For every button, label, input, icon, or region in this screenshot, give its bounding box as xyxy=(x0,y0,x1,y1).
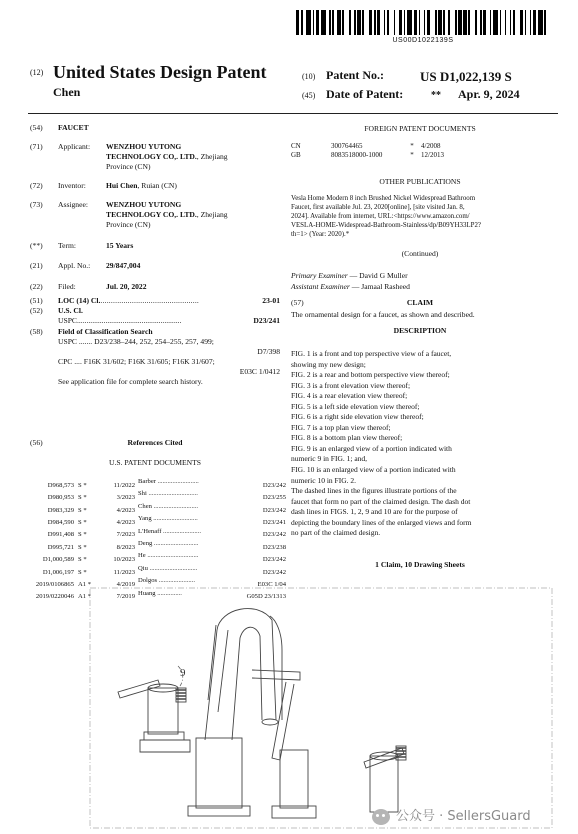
reference-cls: D23/242 xyxy=(262,481,286,489)
reference-cls: G05D 23/1313 xyxy=(246,593,286,601)
claims-sheets: 1 Claim, 10 Drawing Sheets xyxy=(375,560,465,569)
reference-name: Deng ........................... xyxy=(138,540,199,548)
inventor-field: (72) Inventor: Hui Chen, Ruian (CN) xyxy=(30,181,177,191)
reference-no: D980,953 xyxy=(47,494,74,502)
foreign-date: 4/2008 xyxy=(421,142,441,150)
reference-date: 8/2023 xyxy=(116,543,135,551)
faucet-spout xyxy=(188,609,316,818)
description-line: FIG. 5 is a left side elevation view thereof; xyxy=(291,401,420,411)
foreign-docs-list xyxy=(291,142,491,160)
drawing-boundary xyxy=(90,588,552,828)
pub-code: (12) xyxy=(30,68,44,77)
reference-flag: A1 * xyxy=(78,580,92,588)
description-line: numeric 9 in FIG. 1; and, xyxy=(291,454,368,464)
refs-code: (56) xyxy=(30,438,43,447)
description-line: depicting the boundary lines of the enlarged views and form xyxy=(291,517,472,527)
description-text xyxy=(291,349,556,539)
assignee-value: WENZHOU YUTONG TECHNOLOGY CO,. LTD., Zhejiang Province (CN) xyxy=(106,200,228,230)
title-field: (54) FAUCET xyxy=(30,123,89,132)
left-column xyxy=(30,123,280,387)
reference-name: L'Henaff ....................... xyxy=(138,527,201,535)
reference-date: 7/2019 xyxy=(116,593,135,601)
date-code: (45) xyxy=(302,91,316,100)
reference-flag: S * xyxy=(78,506,87,514)
claim-text: The ornamental design for a faucet, as shown and described. xyxy=(291,310,475,319)
reference-name: Dolgos ...................... xyxy=(138,577,195,585)
reference-no: D1,000,589 xyxy=(42,556,74,564)
reference-cls: D23/242 xyxy=(262,531,286,539)
reference-name: Huang ............... xyxy=(138,589,182,597)
description-title: DESCRIPTION xyxy=(393,326,447,335)
reference-flag: S * xyxy=(78,518,87,526)
reference-flag: A1 * xyxy=(78,593,92,601)
description-line: dash lines in FIGS. 1, 2, 9 and 10 are for the purpose of xyxy=(291,507,458,517)
reference-no: D983,329 xyxy=(47,506,74,514)
description-line: no part of the claimed design. xyxy=(291,528,381,538)
reference-no: D984,590 xyxy=(47,518,74,526)
reference-row xyxy=(8,490,288,502)
barcode xyxy=(296,10,550,35)
reference-date: 4/2019 xyxy=(116,580,135,588)
foreign-no: 8083518000-1000 xyxy=(331,151,383,160)
reference-date: 11/2023 xyxy=(113,568,135,576)
applicant-field: (71) Applicant: WENZHOU YUTONG TECHNOLOGY CO,. LTD., Zhejiang Province (CN) xyxy=(30,142,228,172)
reference-row xyxy=(8,565,288,577)
refs-title: References Cited xyxy=(127,438,183,447)
description-line: FIG. 10 is an enlarged view of a portion indicated with xyxy=(291,465,456,475)
description-line: The dashed lines in the figures illustrate portions of the xyxy=(291,486,457,496)
reference-flag: S * xyxy=(78,494,87,502)
foreign-flag: * xyxy=(410,142,414,150)
reference-name: He ............................... xyxy=(138,552,199,560)
appl-value: 29/847,004 xyxy=(106,261,141,271)
barcode-text: US00D1022139S xyxy=(392,37,454,44)
description-line: FIG. 2 is a rear and bottom perspective view thereof; xyxy=(291,370,450,380)
title-value: FAUCET xyxy=(58,123,89,132)
appl-field: (21) Appl. No.: 29/847,004 xyxy=(30,261,141,271)
uscl-line: USPC ....................................................... D23/241 xyxy=(58,316,280,326)
patent-no-label: Patent No.: xyxy=(326,68,384,82)
inventor-name: Hui Chen xyxy=(106,181,138,191)
reference-no: 2019/0220046 xyxy=(35,593,74,601)
reference-flag: S * xyxy=(78,543,87,551)
other-pubs-title: OTHER PUBLICATIONS xyxy=(379,177,461,186)
faucet-handle-right xyxy=(364,746,406,812)
foreign-doc-row xyxy=(291,151,491,160)
reference-flag: S * xyxy=(78,568,87,576)
foreign-no: 300764465 xyxy=(331,142,363,150)
reference-row xyxy=(8,528,288,540)
reference-date: 3/2023 xyxy=(116,494,135,502)
reference-cls: D23/242 xyxy=(262,506,286,514)
assistant-examiner: Assistant Examiner — Jamaal Rasheed xyxy=(291,282,410,291)
field-search: (58) Field of Classification Search xyxy=(30,327,153,337)
reference-name: Shi .............................. xyxy=(138,490,198,498)
foreign-country: GB xyxy=(291,151,301,160)
reference-date: 11/2022 xyxy=(113,481,135,489)
description-line: showing my new design; xyxy=(291,359,366,369)
other-pub-line: Vesla Home Modern 8 inch Brushed Nickel Widespread Bathroom xyxy=(291,195,476,202)
barcode-bar xyxy=(546,10,549,35)
continued-note: (Continued) xyxy=(401,249,439,258)
reference-no: D1,006,197 xyxy=(42,568,74,576)
faucet-drawing xyxy=(0,580,578,834)
term-value: 15 Years xyxy=(106,241,134,251)
patent-no-code: (10) xyxy=(302,72,316,81)
term-field: (**) Term: 15 Years xyxy=(30,241,134,251)
other-pub-line: VESLA-HOME-Widespread-Bathroom-Stainless/dp/B09YH33LP2? xyxy=(291,221,481,229)
reference-row xyxy=(8,552,288,564)
reference-row xyxy=(8,478,288,490)
primary-examiner: Primary Examiner — David G Muller xyxy=(291,271,408,280)
patent-number: US D1,022,139 S xyxy=(420,69,512,84)
reference-cls: E03C 1/04 xyxy=(257,580,286,588)
faucet-handle-left xyxy=(118,680,190,752)
reference-date: 4/2023 xyxy=(116,506,135,514)
description-line: FIG. 3 is a front elevation view thereof; xyxy=(291,380,411,390)
reference-flag: S * xyxy=(78,531,87,539)
reference-cls: D23/241 xyxy=(262,518,286,526)
description-line: FIG. 8 is a bottom plan view thereof; xyxy=(291,433,403,443)
foreign-country: CN xyxy=(291,142,301,150)
inventor-short: Chen xyxy=(53,85,81,99)
description-line: faucet that form no part of the claimed design. The dash dot xyxy=(291,496,471,506)
date-stars: ** xyxy=(431,90,441,101)
reference-date: 7/2023 xyxy=(116,531,135,539)
filed-value: Jul. 20, 2022 xyxy=(106,282,147,292)
loc-value: 23-01 xyxy=(262,296,280,306)
reference-row xyxy=(8,503,288,515)
refs-subtitle: U.S. PATENT DOCUMENTS xyxy=(109,458,201,467)
claim-title: CLAIM xyxy=(406,298,434,307)
reference-name: Chen ........................... xyxy=(138,502,199,510)
reference-name: Barber ......................... xyxy=(138,478,199,485)
reference-date: 4/2023 xyxy=(116,518,135,526)
reference-date: 10/2023 xyxy=(113,556,135,564)
patent-date: Apr. 9, 2024 xyxy=(458,87,520,101)
reference-cls: D23/238 xyxy=(262,543,286,551)
description-line: FIG. 1 is a front and top perspective view of a faucet, xyxy=(291,349,452,358)
field-search-body: USPC ....... D23/238–244, 252, 254–255, 257, 499; D7/398 CPC .... F16K 31/602; F16K 31/605; F16K 31/607; E03C 1/0412 See application file for complete search history. xyxy=(58,337,280,387)
foreign-doc-row xyxy=(291,142,491,151)
description-line: FIG. 7 is a top plan view thereof; xyxy=(291,422,391,432)
applicant-value: WENZHOU YUTONG TECHNOLOGY CO,. LTD., Zhejiang Province (CN) xyxy=(106,142,228,172)
watermark: 公众号 · SellersGuard xyxy=(372,808,531,825)
reference-no: D995,721 xyxy=(47,543,74,551)
description-line: FIG. 6 is a right side elevation view thereof; xyxy=(291,412,424,422)
foreign-docs-title: FOREIGN PATENT DOCUMENTS xyxy=(364,124,476,133)
reference-name: Qiu ............................. xyxy=(138,564,198,572)
date-label: Date of Patent: xyxy=(326,87,404,101)
uscl-value: D23/241 xyxy=(253,316,280,326)
reference-flag: S * xyxy=(78,556,87,564)
patent-title: United States Design Patent xyxy=(53,62,267,82)
reference-no: D968,573 xyxy=(47,481,74,489)
reference-cls: D23/242 xyxy=(262,568,286,576)
wechat-icon xyxy=(372,809,390,825)
description-line: FIG. 4 is a rear elevation view thereof; xyxy=(291,391,408,401)
claim-code: (57) xyxy=(291,298,304,307)
other-pub-line: 2024]. Available from internet, URL:<https://www.amazon.com/ xyxy=(291,212,470,220)
reference-no: 2019/0106865 xyxy=(35,580,74,588)
reference-flag: S * xyxy=(78,481,87,489)
reference-no: D991,408 xyxy=(47,531,74,539)
reference-cls: D23/255 xyxy=(262,494,286,502)
foreign-date: 12/2013 xyxy=(421,151,444,160)
reference-row xyxy=(8,515,288,527)
reference-cls: D23/242 xyxy=(262,556,286,564)
header-divider xyxy=(28,113,558,114)
other-pub-line: Faucet, first available Jul. 23, 2020[online], [site visited Jan. 8, xyxy=(291,203,465,211)
other-pubs-text xyxy=(291,195,553,240)
reference-name: Yang ........................... xyxy=(138,515,198,523)
reference-row xyxy=(8,540,288,552)
loc-field: (51) LOC (14) Cl. ............................................... 23-01 xyxy=(30,296,280,306)
description-line: numeric 10 in FIG. 2. xyxy=(291,475,356,485)
foreign-flag: * xyxy=(410,151,414,160)
other-pub-line: th=1> (Year: 2020).* xyxy=(291,230,350,238)
uscl-field: (52) U.S. Cl. xyxy=(30,306,83,316)
description-line: FIG. 9 is an enlarged view of a portion indicated with xyxy=(291,443,452,453)
figure-label-9: 9 xyxy=(180,667,186,679)
assignee-field: (73) Assignee: WENZHOU YUTONG TECHNOLOGY CO,. LTD., Zhejiang Province (CN) xyxy=(30,200,228,230)
filed-field: (22) Filed: Jul. 20, 2022 xyxy=(30,282,147,292)
